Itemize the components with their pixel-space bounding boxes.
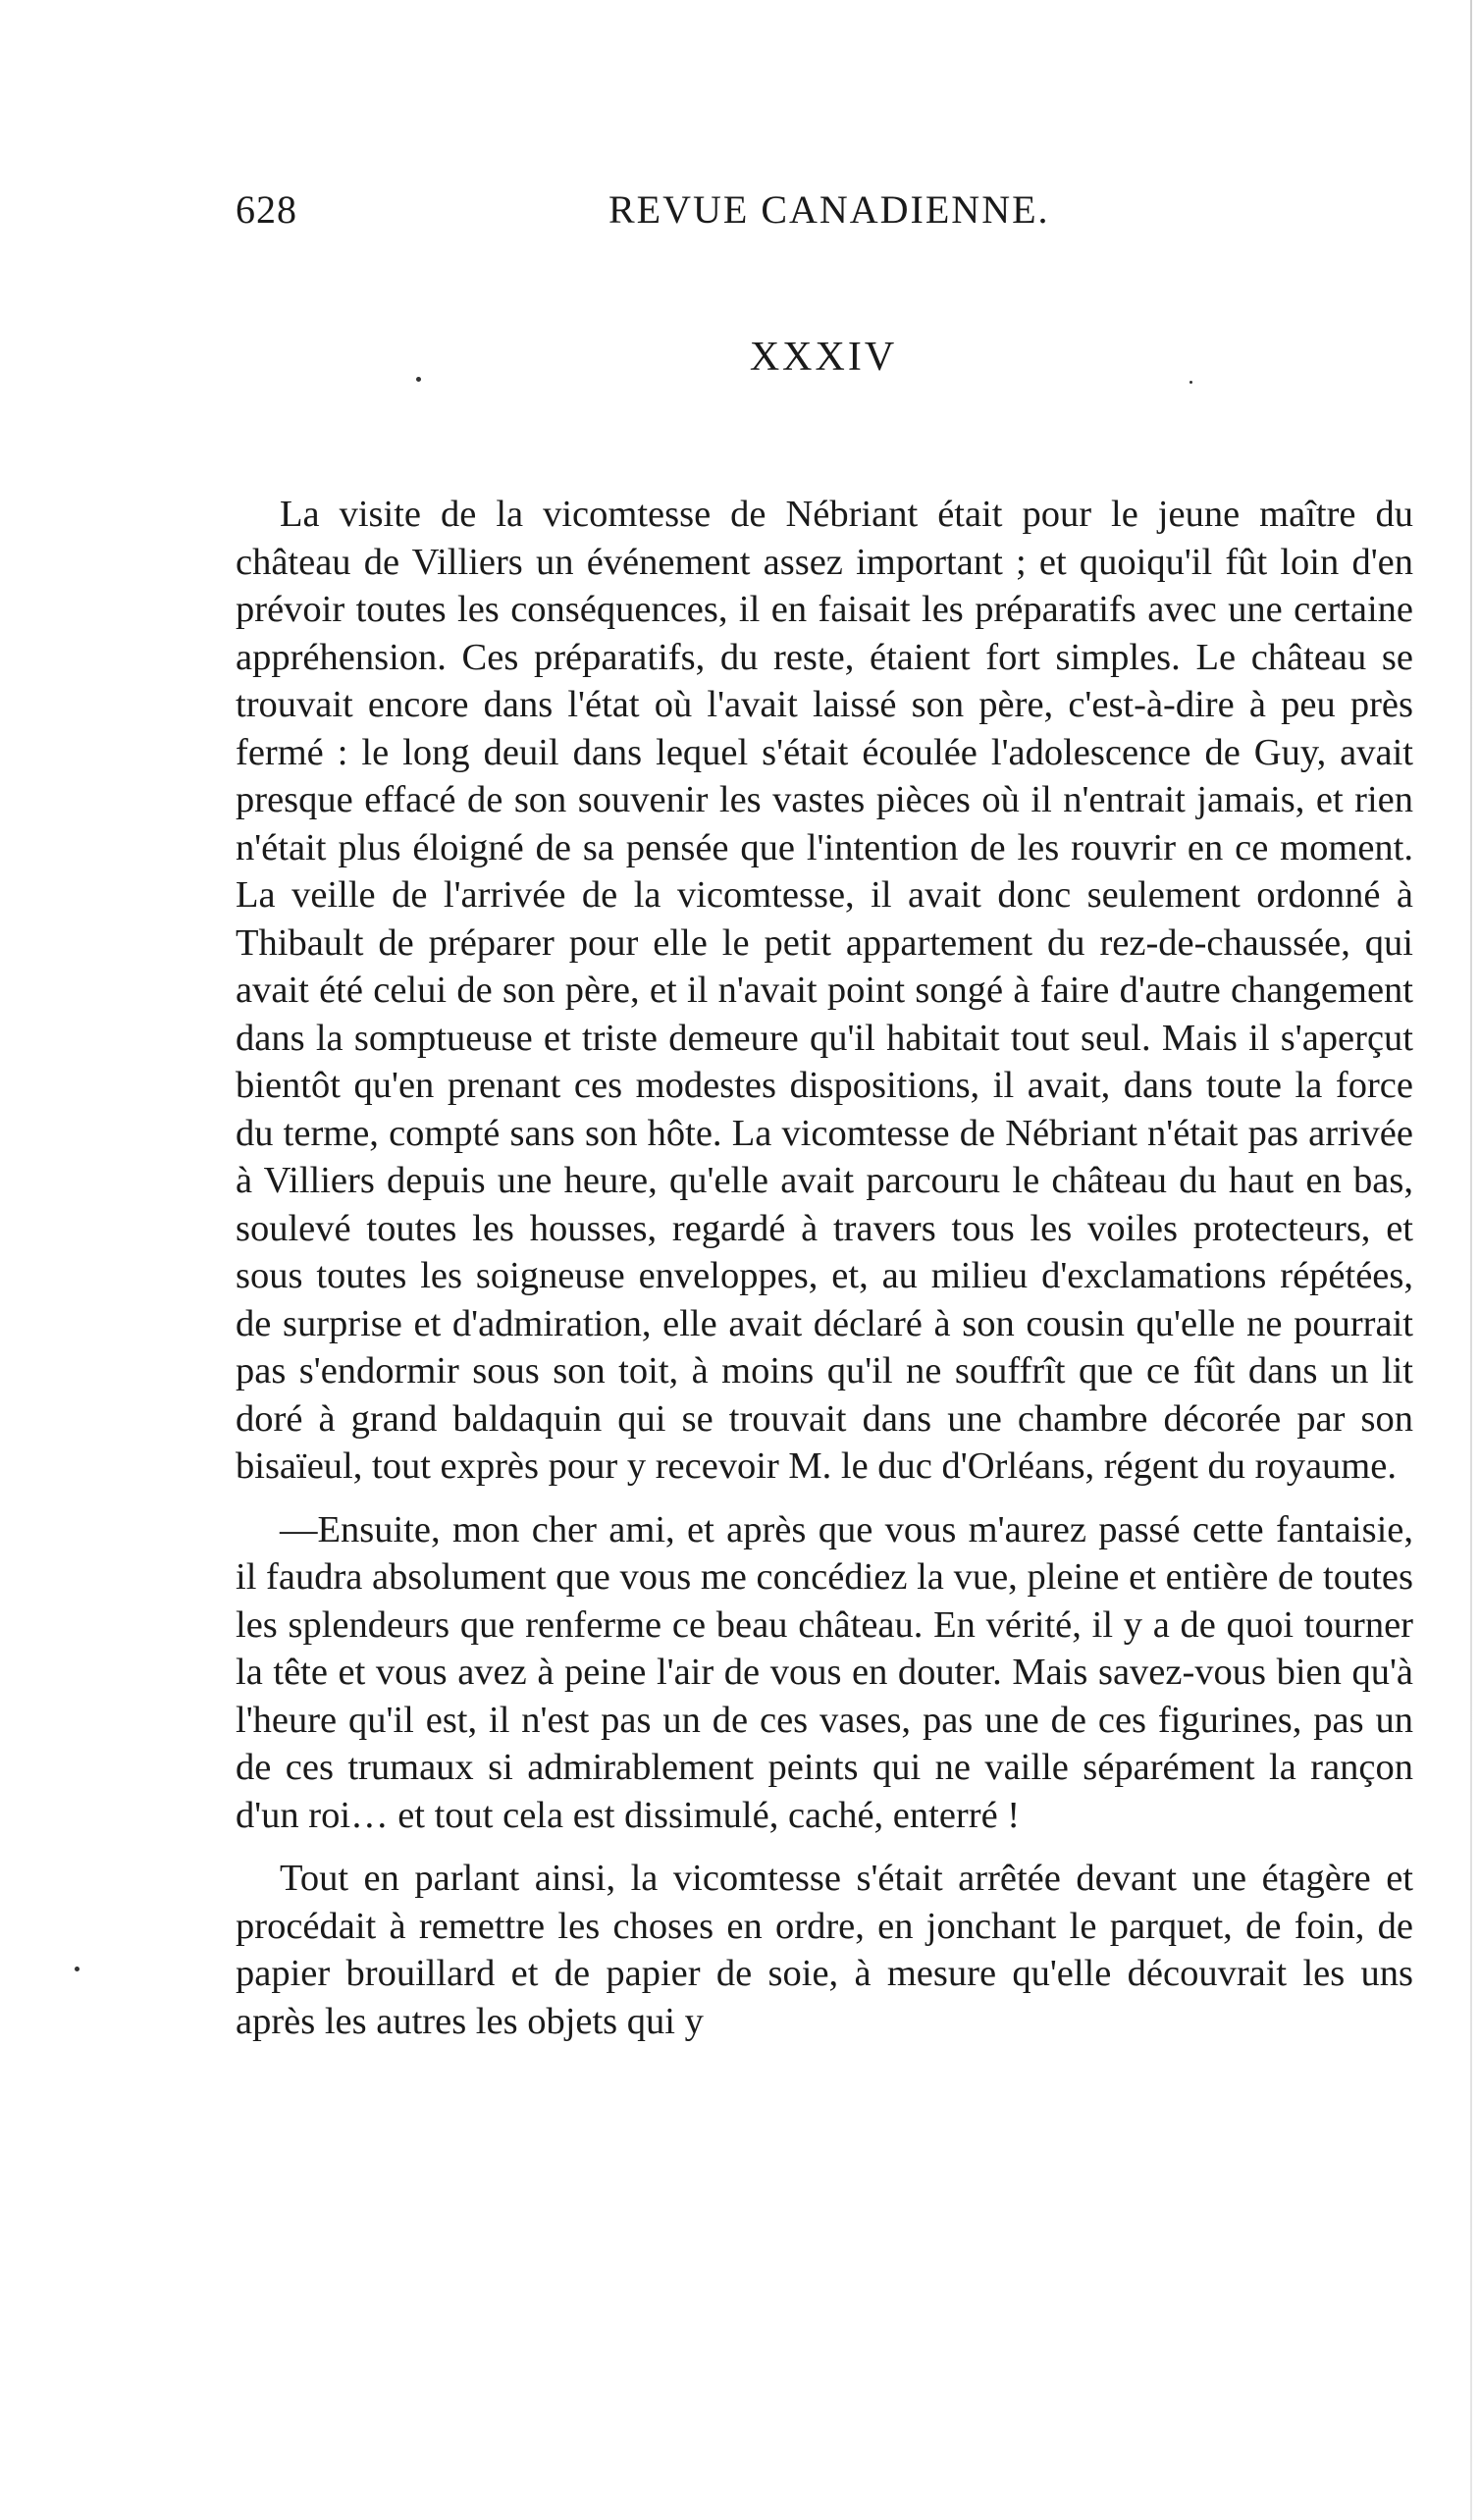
page-number: 628 <box>236 187 297 232</box>
paragraph-1: La visite de la vicomtesse de Nébriant était pour le jeune maître du château de Villiers un événement assez important ; et quoiqu'il fût loin d'en prévoir toutes les conséquences, il en faisait les préparatifs avec une certaine appréhension. Ces préparatifs, du reste, étaient fort simples. Le château se trouvait encore dans l'état où l'avait laissé son père, c'est-à-dire à peu près fermé : le long deuil dans lequel s'était écoulée l'adolescence de Guy, avait presque effacé de son souvenir les vastes pièces où il n'entrait jamais, et rien n'était plus éloigné de sa pensée que l'intention de les rouvrir en ce moment. La veille de l'arrivée de la vicomtesse, il avait donc seulement ordonné à Thibault de préparer pour elle le petit appartement du rez-de-chaussée, qui avait été celui de son père, et il n'avait point songé à faire d'autre changement dans la somptueuse et triste demeure qu'il habitait tout seul. Mais il s'aperçut bientôt qu'en prenant ces modestes dispositions, il avait, dans toute la force du terme, compté sans son hôte. La vicomtesse de Nébriant n'était pas arrivée à Villiers depuis une heure, qu'elle avait parcouru le château du haut en bas, soulevé toutes les housses, regardé à travers tous les voiles protecteurs, et sous toutes les soigneuse enveloppes, et, au milieu d'exclamations répétées, de surprise et d'admiration, elle avait déclaré à son cousin qu'elle ne pourrait pas s'endormir sous son toit, à moins qu'il ne souffrît que ce fût dans un lit doré à grand baldaquin qui se trouvait dans une chambre décorée par son bisaïeul, tout exprès pour y recevoir M. le duc d'Orléans, régent du royaume. <box>236 494 1413 1487</box>
paragraph-3: Tout en parlant ainsi, la vicomtesse s'était arrêtée devant une étagère et procédait à remettre les choses en ordre, en jonchant le parquet, de foin, de papier brouillard et de papier de soie, à mesure qu'elle découvrait les uns après les autres les objets qui y <box>236 1858 1413 2042</box>
print-speck <box>416 377 421 382</box>
page-edge-line <box>1470 0 1472 2520</box>
paragraph-2: —Ensuite, mon cher ami, et après que vous m'aurez passé cette fantaisie, il faudra absolument que vous me concédiez la vue, pleine et entière de toutes les splendeurs que renferme ce beau château. En vérité, il y a de quoi tourner la tête et vous avez à peine l'air de vous en douter. Mais savez-vous bien qu'à l'heure qu'il est, il n'est pas un de ces vases, pas une de ces figurines, pas un de ces trumaux si admirablement peints qui ne vaille séparément la rançon d'un roi… et tout cela est dissimulé, caché, enterré ! <box>236 1508 1413 1836</box>
chapter-heading: XXXIV <box>749 335 898 380</box>
running-head <box>236 186 1286 245</box>
body-text <box>236 491 1413 2045</box>
print-speck <box>75 1967 79 1971</box>
print-speck <box>1189 381 1192 384</box>
journal-title: REVUE CANADIENNE. <box>608 187 1050 232</box>
